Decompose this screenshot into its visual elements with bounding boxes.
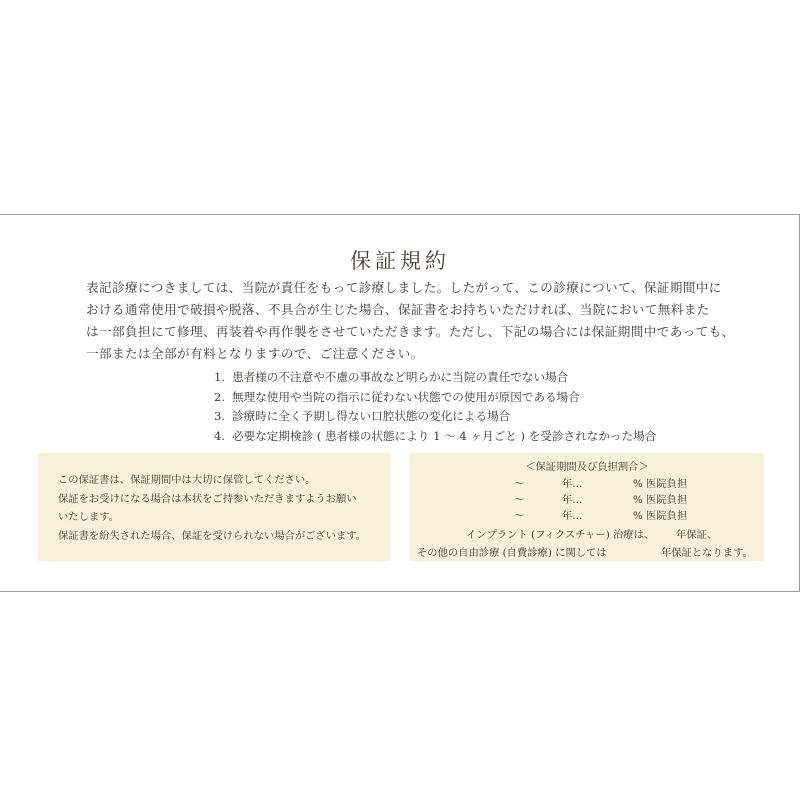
period-share: % 医院負担 bbox=[633, 510, 688, 522]
note-line: 保証をお受けになる場合は本状をご持参いただきますようお願い bbox=[58, 492, 357, 505]
period-footer bbox=[410, 526, 764, 562]
intro-line: 一部または全部が有料となりますので、ご注意ください。 bbox=[86, 346, 424, 361]
period-range: ～ bbox=[514, 478, 525, 490]
period-share: % 医院負担 bbox=[633, 494, 688, 506]
warranty-period-box bbox=[410, 453, 764, 561]
warranty-card bbox=[0, 214, 800, 592]
intro-line: 表記診療につきましては、当院が責任をもって診療しました。したがって、この診療について、保証期間中に bbox=[86, 280, 722, 295]
list-item bbox=[214, 427, 734, 447]
notes-box bbox=[38, 453, 390, 561]
list-item bbox=[214, 407, 734, 427]
list-item-number: 4. bbox=[214, 428, 226, 443]
list-item-number: 1. bbox=[214, 370, 226, 384]
implant-label: インプラント (フィクスチャー) 治療は、 bbox=[466, 529, 655, 541]
other-label: その他の自由診療 (自費診療) に関しては bbox=[417, 547, 607, 559]
other-warranty: 年保証となります。 bbox=[661, 547, 753, 559]
period-year: 年… bbox=[562, 510, 583, 522]
period-rows bbox=[410, 476, 764, 524]
page-title: 保証規約 bbox=[350, 249, 450, 273]
list-item-text: 必要な定期検診 ( 患者様の状態により 1 ～ 4 ヶ月ごと ) を受診されなかった場合 bbox=[232, 428, 657, 443]
list-item bbox=[214, 388, 734, 408]
implant-line bbox=[410, 526, 764, 544]
list-item bbox=[214, 368, 734, 388]
period-row bbox=[410, 492, 764, 508]
intro-paragraph bbox=[86, 277, 735, 365]
period-share: % 医院負担 bbox=[633, 478, 688, 490]
note-line: いたします。 bbox=[58, 511, 119, 523]
list-item-number: 3. bbox=[214, 409, 226, 423]
list-item-text: 無理な使用や当院の指示に従わない状態での使用が原因である場合 bbox=[232, 389, 580, 404]
list-item-text: 診療時に全く予期し得ない口腔状態の変化による場合 bbox=[232, 409, 511, 423]
list-item-text: 患者様の不注意や不慮の事故など明らかに当院の責任でない場合 bbox=[232, 370, 569, 384]
period-range: ～ bbox=[514, 494, 525, 506]
note-line: 保証書を紛失された場合、保証を受けられない場合がございます。 bbox=[58, 529, 367, 542]
intro-line: は一部負担にて修理、再装着や再作製をさせていただきます。ただし、下記の場合には保証期間中であっても、 bbox=[86, 324, 735, 339]
other-line bbox=[410, 544, 764, 562]
period-range: ～ bbox=[514, 510, 525, 522]
intro-line: おける通常使用で破損や脱落、不具合が生じた場合、保証書をお持ちいただければ、当院において無料また bbox=[86, 302, 710, 317]
list-item-number: 2. bbox=[214, 389, 226, 404]
period-title: ＜保証期間及び負担割合＞ bbox=[525, 461, 649, 473]
exclusion-list bbox=[214, 368, 734, 446]
implant-warranty: 年保証、 bbox=[676, 529, 718, 541]
period-year: 年… bbox=[562, 478, 583, 490]
period-year: 年… bbox=[562, 494, 583, 506]
period-row bbox=[410, 476, 764, 492]
notes-text bbox=[58, 471, 383, 545]
note-line: この保証書は、保証期間中は大切に保管してください。 bbox=[58, 474, 316, 486]
period-row bbox=[410, 508, 764, 524]
